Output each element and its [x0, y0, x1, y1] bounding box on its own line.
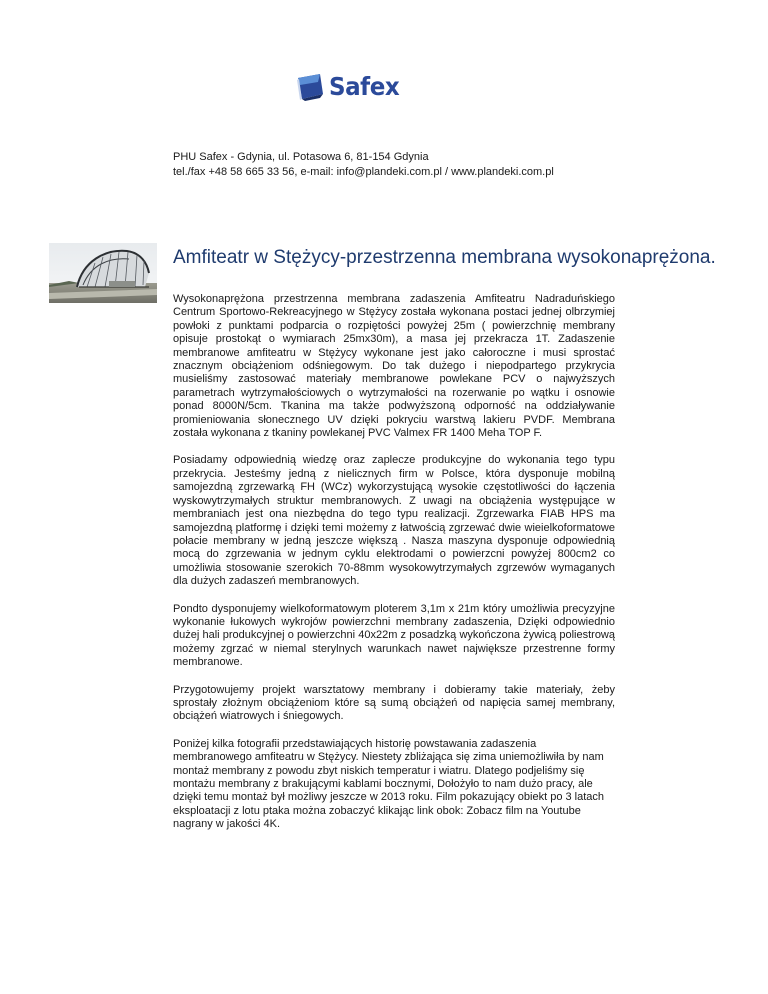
- amphitheatre-membrane-photo: [49, 243, 157, 303]
- article-body: [173, 293, 615, 846]
- logo-text: Safex: [329, 72, 400, 101]
- article-paragraph: Wysokonaprężona przestrzenna membrana zadaszenia Amfiteatru Nadraduńskiego Centrum Sportowo-Rekreacyjnego w Stężycy została wykonana postaci jednej olbrzymiej powłoki z punktami podparcia o rozpiętości powyżej 25m ( powierzchnię membrany opisuje prostokąt o wymiarach 25mx30m), a masa jej przekracza 1T. Zadaszenie membranowe amfiteatru w Stężycy wykonane jest jako całoroczne i musi sprostać znacznym obciążeniom odśniegowym. Do tak dużego i niepodpartego przykrycia musieliśmy zastosować materiały membranowe powlekane PCV o najwyższych parametrach wytrzymałościowych o wytrzymałości na rozerwanie po wątku i osnowie ponad 8000N/5cm. Tkanina ma także podwyższoną odporność na oddziaływanie promieniowania słonecznego UV dzięki pokryciu warstwą lakieru PVDF. Membrana została wykonana z tkaniny powlekanej PVC Valmex FR 1400 Meha TOP F.: [173, 293, 615, 440]
- company-address: PHU Safex - Gdynia, ul. Potasowa 6, 81-154 Gdynia: [173, 151, 429, 163]
- article-paragraph: Posiadamy odpowiednią wiedzę oraz zaplecze produkcyjne do wykonania tego typu przekrycia. Jesteśmy jedną z nielicznych firm w Polsce, która dysponuje mobilną samojezdną zgrzewarką FH (WCz) wykorzystującą wysokie częstotliwości do łączenia wyskowytrzymałych struktur membranowych. Z uwagi na obciążenia występujące w membraniach jest ona niezbędna do tego typu realizacji. Zgrzewarka FIAB HPS ma samojezdną platformę i dzięki temi możemy z łatwością zgrzewać dwie wieielkoformatowe połacie membrany w jedną jeszcze większą . Nasza maszyna dysponuje odpowiednią mocą do zgrzewania w jednym cyklu elektrodami o powierzcni powyżej 800cm2 co umożliwia stosowanie szerokich 70-88mm wysokowytrzymałych zgrzewów wymaganych dla dużych zadaszeń membranowych.: [173, 454, 615, 588]
- safex-logo: [296, 70, 406, 104]
- company-contact-details[interactable]: tel./fax +48 58 665 33 56, e-mail: info@plandeki.com.pl / www.plandeki.com.pl: [173, 166, 554, 178]
- article-title: Amfiteatr w Stężycy-przestrzenna membrana wysokonaprężona.: [173, 247, 716, 268]
- contact-block: [173, 150, 653, 180]
- folded-flag-logo-icon: [296, 72, 326, 102]
- article-paragraph: Poniżej kilka fotografii przedstawiających historię powstawania zadaszenia membranowego amfiteatru w Stężycy. Niestety zbliżająca się zima uniemożliwiła by nam montaż membrany z powodu zbyt niskich temperatur i wiatru. Dlatego podjeliśmy się montażu membrany z brakującymi kablami bocznymi, Dołożyło to nam dużo pracy, ale dzięki temu montaż był możliwy jeszcze w 2013 roku. Film pokazujący obiekt po 3 latach eksploatacji z lotu ptaka można zobaczyć klikając link obok: Zobacz film na Youtube nagrany w jakości 4K.: [173, 737, 605, 831]
- article-paragraph: Pondto dysponujemy wielkoformatowym ploterem 3,1m x 21m który umożliwia precyzyjne wykonanie łukowych wykrojów powierzchni membrany zadaszenia, Dzięki odpowiednio dużej hali produkcyjnej o powierzchni 40x22m z posadzką wykończona żywicą poliestrową możemy zgrzać w niemal sterylnych warunkach nawet największe przestrenne formy membranowe.: [173, 602, 615, 669]
- article-paragraph: Przygotowujemy projekt warsztatowy membrany i dobieramy takie materiały, żeby sprostały złożnym obciążeniom które są sumą obciążeń od napięcia samej membrany, obciążeń wiatrowych i śniegowych.: [173, 683, 615, 723]
